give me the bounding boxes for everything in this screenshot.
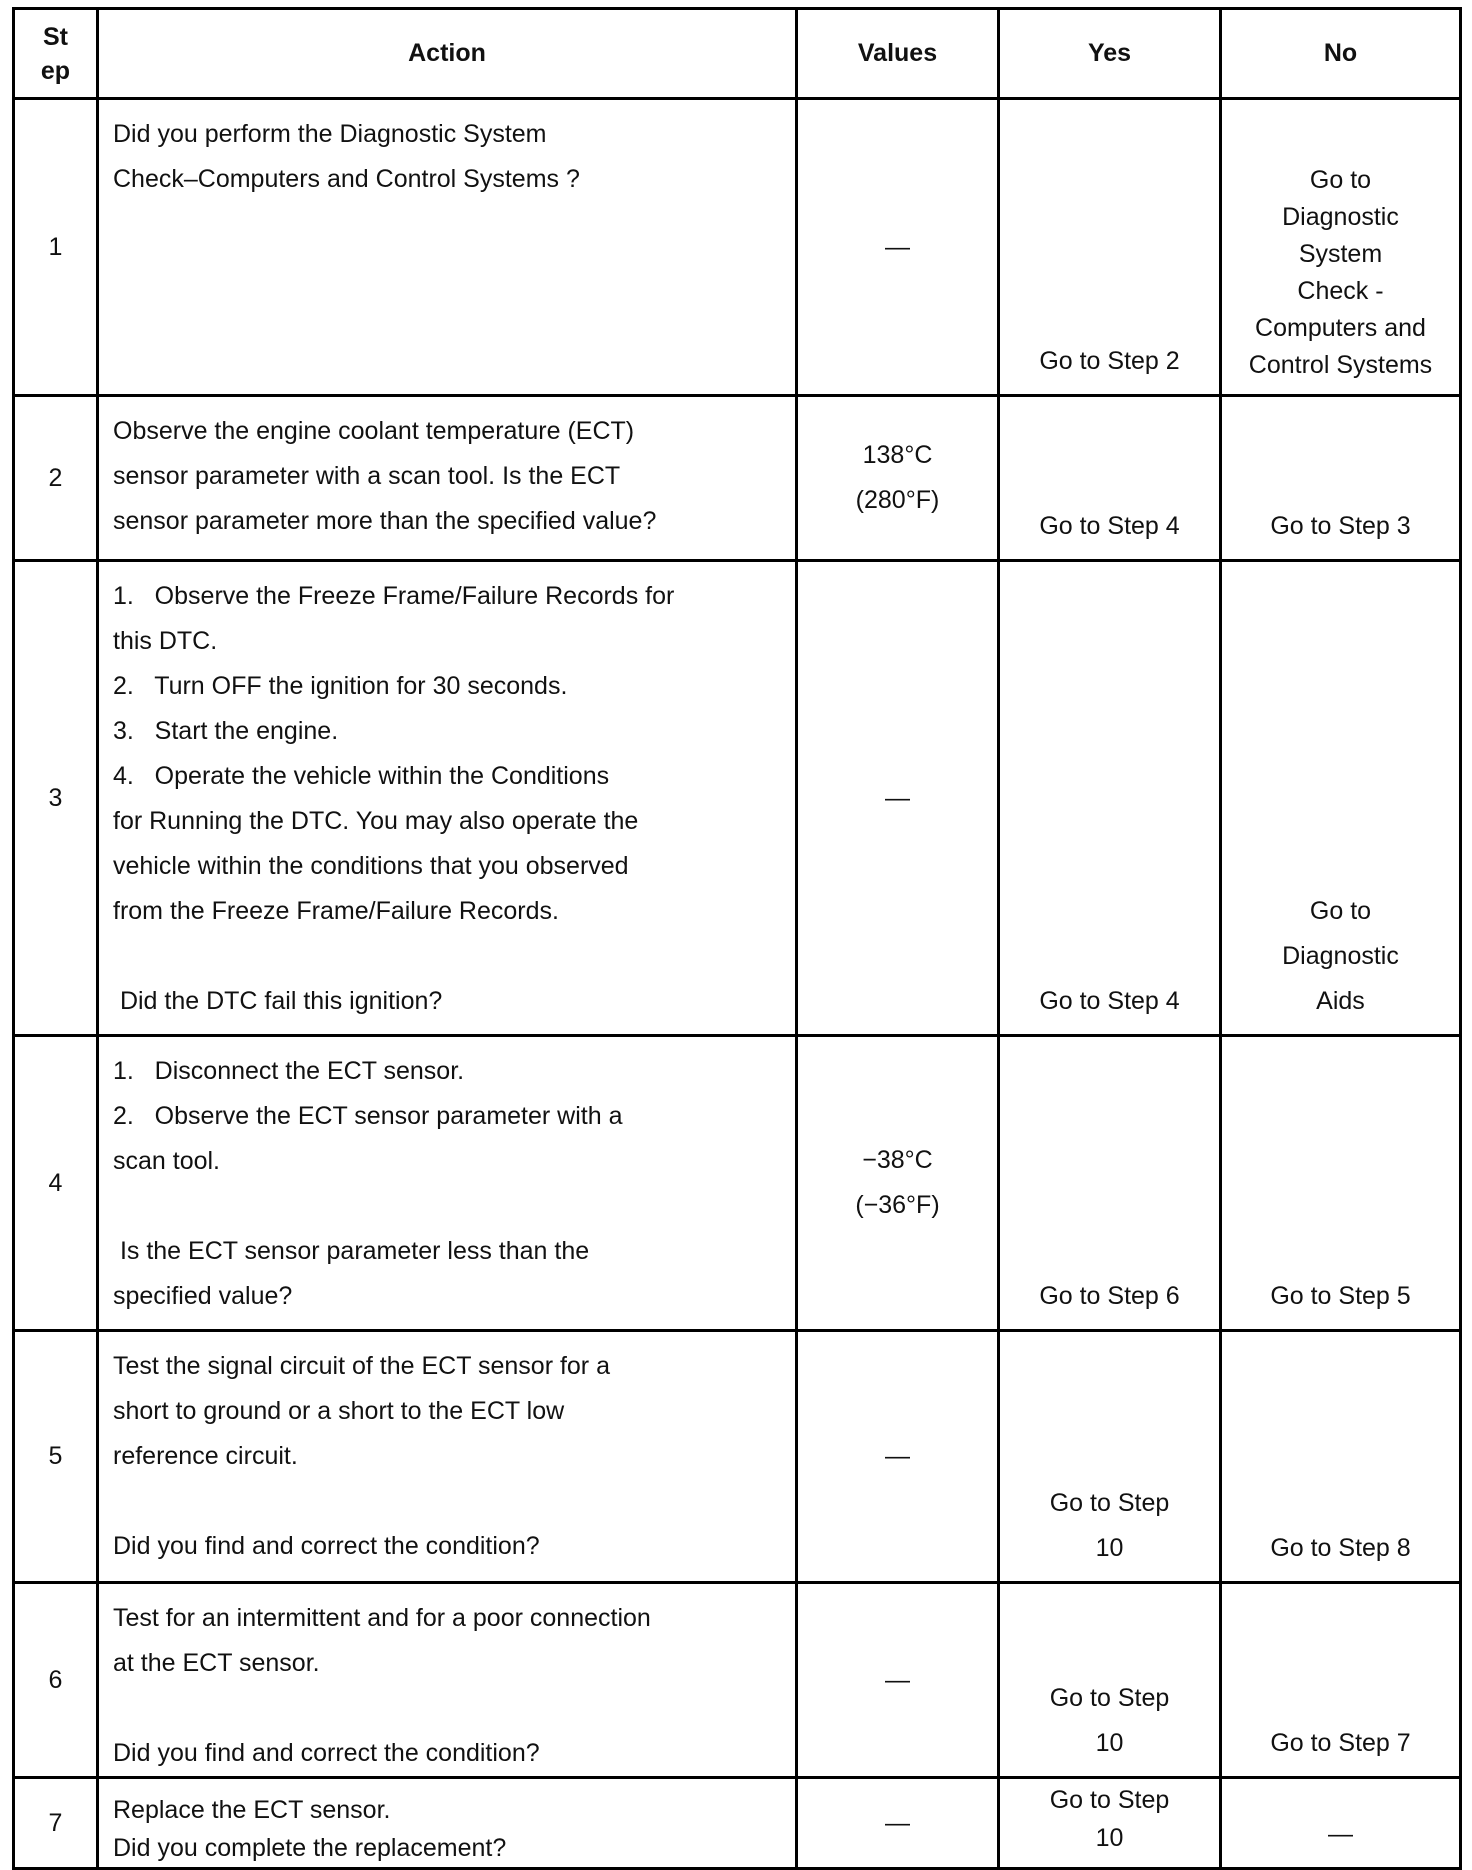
table-row	[14, 396, 1461, 561]
action-line: Did you find and correct the condition?	[113, 1739, 540, 1767]
no-cell	[1221, 1036, 1461, 1331]
no-line: Go to Step 7	[1270, 1729, 1411, 1757]
table-row	[14, 1583, 1461, 1778]
value-line: −38°C	[862, 1146, 933, 1174]
action-line: reference circuit.	[113, 1442, 298, 1470]
no-cell	[1221, 561, 1461, 1036]
header-yes: Yes	[999, 9, 1221, 99]
action-line: from the Freeze Frame/Failure Records.	[113, 897, 559, 925]
step-number: 1	[14, 99, 98, 396]
no-line: Aids	[1316, 987, 1365, 1015]
action-line: Did you find and correct the condition?	[113, 1532, 540, 1560]
action-line: Did you complete the replacement?	[113, 1834, 507, 1862]
value-cell	[797, 99, 999, 396]
yes-cell	[999, 1583, 1221, 1778]
action-line: Test for an intermittent and for a poor connection	[113, 1604, 651, 1632]
yes-line: 10	[1095, 1534, 1124, 1562]
action-line: Observe the engine coolant temperature (ECT)	[113, 417, 635, 445]
yes-cell	[999, 1331, 1221, 1583]
action-line: Check–Computers and Control Systems ?	[113, 165, 580, 193]
table-row	[14, 561, 1461, 1036]
action-line: sensor parameter with a scan tool. Is the ECT	[113, 462, 621, 490]
step-number: 5	[14, 1331, 98, 1583]
value-cell	[797, 1331, 999, 1583]
no-line: Diagnostic	[1282, 203, 1399, 231]
action-line: 2. Observe the ECT sensor parameter with a	[113, 1102, 623, 1130]
no-cell	[1221, 396, 1461, 561]
action-line: 2. Turn OFF the ignition for 30 seconds.	[113, 672, 568, 700]
no-line: Go to Step 3	[1270, 512, 1411, 540]
no-line: Control Systems	[1248, 351, 1433, 379]
action-line: 3. Start the engine.	[113, 717, 339, 745]
action-line: vehicle within the conditions that you observed	[113, 852, 629, 880]
value-cell	[797, 396, 999, 561]
action-line: sensor parameter more than the specified value?	[113, 507, 657, 535]
no-line: Computers and	[1255, 314, 1426, 342]
value-line: (−36°F)	[855, 1191, 940, 1219]
action-line	[113, 1479, 781, 1524]
diagnostic-table	[12, 7, 1462, 1870]
yes-action: Go to Step 6	[1039, 1282, 1180, 1310]
table-row	[14, 1036, 1461, 1331]
action-line: specified value?	[113, 1282, 293, 1310]
action-cell	[98, 1331, 797, 1583]
action-cell	[98, 1036, 797, 1331]
action-line: 1. Disconnect the ECT sensor.	[113, 1057, 465, 1085]
action-line: short to ground or a short to the ECT low	[113, 1397, 565, 1425]
not-applicable-dash: —	[885, 1808, 910, 1837]
no-cell	[1221, 1331, 1461, 1583]
action-line: 4. Operate the vehicle within the Conditions	[113, 762, 610, 790]
action-line	[113, 934, 781, 979]
no-line: Go to Step 8	[1270, 1534, 1411, 1562]
action-cell	[98, 1583, 797, 1778]
step-number: 3	[14, 561, 98, 1036]
action-cell	[98, 99, 797, 396]
yes-cell	[999, 396, 1221, 561]
yes-action: Go to Step 2	[1039, 347, 1180, 375]
no-line: Go to	[1309, 166, 1372, 194]
header-values: Values	[797, 9, 999, 99]
yes-cell	[999, 1778, 1221, 1869]
action-line	[113, 1184, 781, 1229]
table-row	[14, 1778, 1461, 1869]
action-cell	[98, 396, 797, 561]
no-cell	[1221, 1778, 1461, 1869]
not-applicable-dash: —	[885, 232, 910, 261]
action-line: Replace the ECT sensor.	[113, 1796, 391, 1824]
action-line: Did the DTC fail this ignition?	[113, 987, 443, 1015]
header-step: St ep	[14, 9, 98, 99]
action-line: Did you perform the Diagnostic System	[113, 120, 547, 148]
step-number: 7	[14, 1778, 98, 1869]
action-cell	[98, 561, 797, 1036]
action-line: Test the signal circuit of the ECT sensor for a	[113, 1352, 610, 1380]
yes-line: Go to Step	[1049, 1786, 1170, 1814]
table-row	[14, 99, 1461, 396]
value-line: (280°F)	[855, 486, 940, 514]
no-cell	[1221, 1583, 1461, 1778]
no-line: Diagnostic	[1282, 942, 1399, 970]
no-line: Go to	[1309, 897, 1372, 925]
action-line	[113, 1686, 781, 1731]
value-cell	[797, 561, 999, 1036]
action-line: 1. Observe the Freeze Frame/Failure Records for	[113, 582, 675, 610]
value-cell	[797, 1778, 999, 1869]
action-line: this DTC.	[113, 627, 218, 655]
no-cell	[1221, 99, 1461, 396]
not-applicable-dash: —	[885, 1442, 910, 1470]
no-line: System	[1298, 240, 1383, 268]
yes-line: Go to Step	[1049, 1684, 1170, 1712]
value-line: 138°C	[862, 441, 933, 469]
header-action: Action	[98, 9, 797, 99]
yes-cell	[999, 99, 1221, 396]
step-number: 2	[14, 396, 98, 561]
not-applicable-dash: —	[885, 783, 910, 812]
yes-line: 10	[1095, 1824, 1124, 1852]
header-row	[14, 9, 1461, 99]
value-cell	[797, 1583, 999, 1778]
no-line: Check -	[1297, 277, 1384, 305]
yes-line: 10	[1095, 1729, 1124, 1757]
no-line: Go to Step 5	[1270, 1282, 1411, 1310]
yes-action: Go to Step 4	[1039, 512, 1180, 540]
no-line: —	[1328, 1820, 1353, 1848]
action-line: scan tool.	[113, 1147, 221, 1175]
yes-cell	[999, 561, 1221, 1036]
action-line: at the ECT sensor.	[113, 1649, 320, 1677]
action-cell	[98, 1778, 797, 1869]
step-number: 6	[14, 1583, 98, 1778]
action-line: for Running the DTC. You may also operate the	[113, 807, 639, 835]
yes-action: Go to Step 4	[1039, 987, 1180, 1015]
step-number: 4	[14, 1036, 98, 1331]
yes-line: Go to Step	[1049, 1489, 1170, 1517]
value-cell	[797, 1036, 999, 1331]
table-row	[14, 1331, 1461, 1583]
header-no: No	[1221, 9, 1461, 99]
yes-cell	[999, 1036, 1221, 1331]
not-applicable-dash: —	[885, 1665, 910, 1694]
action-line: Is the ECT sensor parameter less than the	[113, 1237, 590, 1265]
